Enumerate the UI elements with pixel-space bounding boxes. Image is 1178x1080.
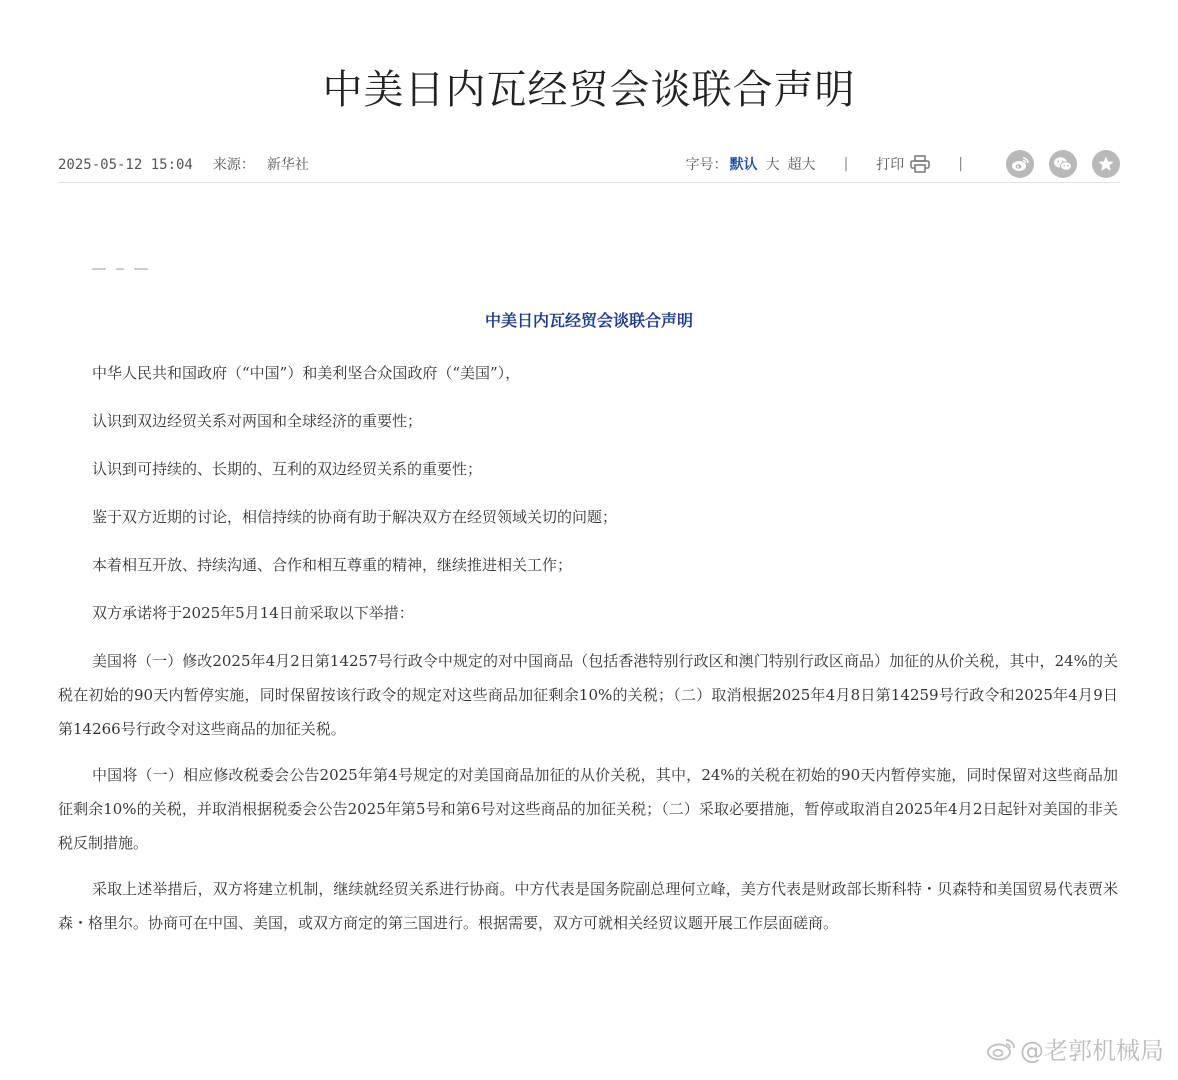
publish-datetime: 2025-05-12 15:04 — [58, 157, 193, 173]
article-paragraph: 认识到双边经贸关系对两国和全球经济的重要性； — [92, 412, 423, 430]
faint-text-residue — [92, 268, 167, 274]
wechat-share-button[interactable] — [1049, 150, 1077, 178]
article-body — [58, 356, 1118, 952]
article-paragraph: 中国将（一）相应修改税委会公告2025年第4号规定的对美国商品加征的从价关税，其中，24%的关税在初始的90天内暂停实施，同时保留对这些商品加征剩余10%的关税，并取消根据税委会公告2025年第5号和第6号对这些商品的加征关税；（二）采取必要措施，暂停或取消自2025年4月2日起针对美国的非关税反制措施。 — [58, 766, 1118, 852]
font-size-default-button[interactable]: 默认 — [729, 157, 758, 173]
print-label: 打印 — [876, 157, 905, 173]
weibo-share-button[interactable] — [1006, 150, 1034, 178]
toolbar-separator-2: | — [958, 156, 963, 172]
wechat-icon — [1053, 156, 1073, 172]
source-label: 来源： — [212, 157, 255, 173]
document-title: 中美日内瓦经贸会谈联合声明 — [484, 311, 693, 330]
toolbar-separator: | — [843, 156, 849, 172]
watermark — [986, 1031, 1164, 1066]
font-size-label: 字号： — [685, 157, 728, 173]
article-toolbar — [686, 148, 1120, 180]
favorite-button[interactable] — [1092, 150, 1120, 178]
article-paragraph: 双方承诺将于2025年5月14日前采取以下举措： — [92, 604, 414, 622]
page-title: 中美日内瓦经贸会谈联合声明 — [322, 67, 856, 113]
weibo-icon — [1011, 156, 1029, 172]
watermark-text: @老郭机械局 — [1020, 1037, 1164, 1065]
source-name: 新华社 — [266, 157, 309, 173]
article-paragraph: 鉴于双方近期的讨论，相信持续的协商有助于解决双方在经贸领域关切的问题； — [92, 508, 618, 526]
weibo-watermark-icon — [986, 1037, 1016, 1061]
article-paragraph: 采取上述举措后，双方将建立机制，继续就经贸关系进行协商。中方代表是国务院副总理何立峰，美方代表是财政部长斯科特・贝森特和美国贸易代表贾米森・格里尔。协商可在中国、美国，或双方商定的第三国进行。根据需要，双方可就相关经贸议题开展工作层面磋商。 — [58, 880, 1118, 932]
article-paragraph: 中华人民共和国政府（“中国”）和美利坚合众国政府（“美国”）， — [92, 364, 521, 382]
print-button[interactable] — [876, 154, 930, 174]
article-paragraph: 认识到可持续的、长期的、互利的双边经贸关系的重要性； — [92, 460, 483, 478]
article-meta-info — [58, 154, 309, 174]
article-paragraph: 美国将（一）修改2025年4月2日第14257号行政令中规定的对中国商品（包括香港特别行政区和澳门特别行政区商品）加征的从价关税，其中，24%的关税在初始的90天内暂停实施，同时保留按该行政令的规定对这些商品加征剩余10%的关税；（二）取消根据2025年4月8日第14259号行政令和2025年4月9日第14266号行政令对这些商品的加征关税。 — [58, 652, 1118, 738]
article-paragraph: 本着相互开放、持续沟通、合作和相互尊重的精神，继续推进相关工作； — [92, 556, 573, 574]
favorite-icon — [1097, 155, 1115, 173]
article-meta-bar — [58, 148, 1120, 183]
printer-icon — [910, 155, 930, 173]
font-size-xlarge-button[interactable]: 超大 — [787, 157, 816, 173]
font-size-large-button[interactable]: 大 — [765, 157, 780, 173]
